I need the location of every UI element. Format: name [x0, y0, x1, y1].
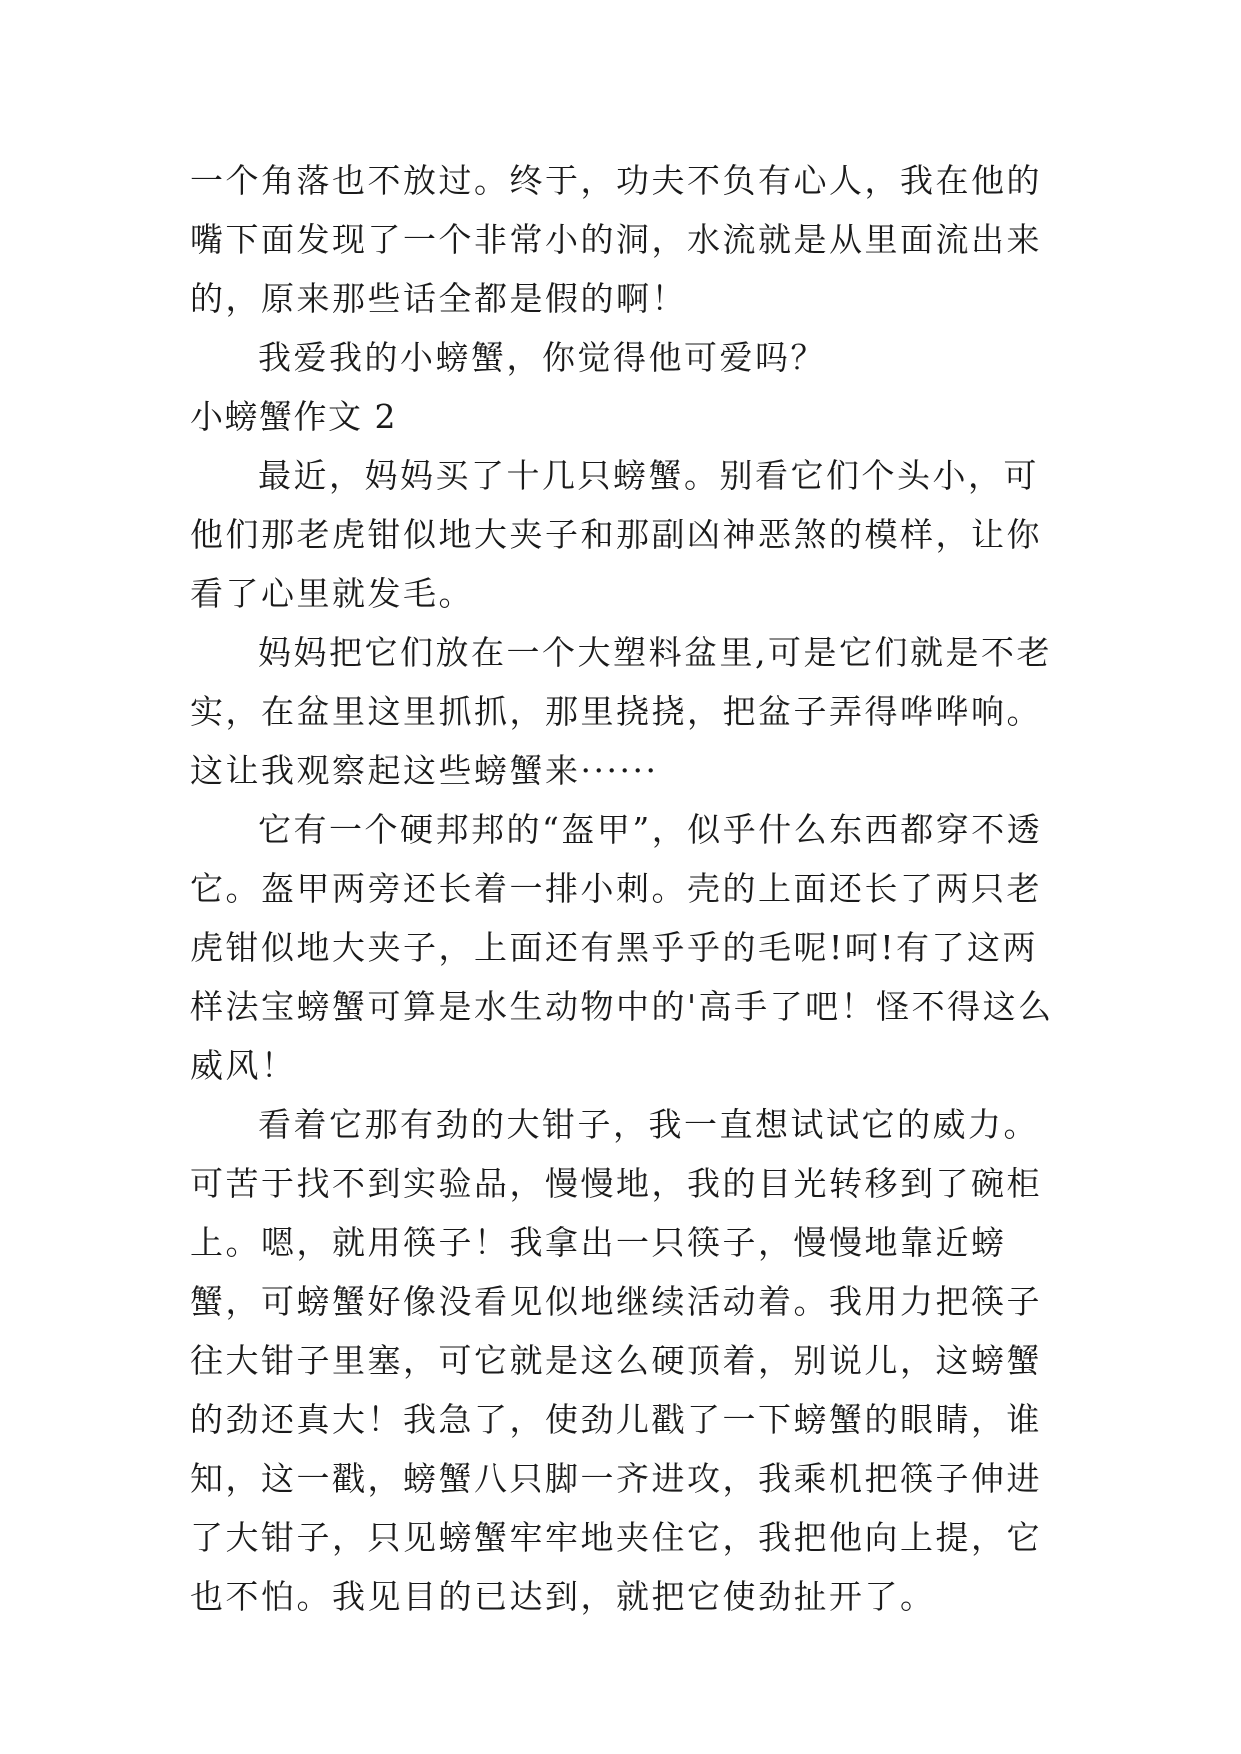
- section-paragraph: 妈妈把它们放在一个大塑料盆里,可是它们就是不老实，在盆里这里抓抓，那里挠挠，把盆子弄得哗哗响。这让我观察起这些螃蟹来······: [190, 633, 1052, 790]
- paragraph-closing: 我爱我的小螃蟹，你觉得他可爱吗？: [258, 338, 826, 377]
- section-paragraph: 看着它那有劲的大钳子，我一直想试试它的威力。可苦于找不到实验品，慢慢地，我的目光转移到了碗柜上。嗯，就用筷子！我拿出一只筷子，慢慢地靠近螃蟹，可螃蟹好像没看见似地继续活动着。我用力把筷子往大钳子里塞，可它就是这么硬顶着，别说儿，这螃蟹的劲还真大！我急了，使劲儿戳了一下螃蟹的眼睛，谁知，这一戳，螃蟹八只脚一齐进攻，我乘机把筷子伸进了大钳子，只见螃蟹牢牢地夹住它，我把他向上提，它也不怕。我见目的已达到，就把它使劲扯开了。: [190, 1105, 1042, 1616]
- paragraph-continued: 一个角落也不放过。终于，功夫不负有心人，我在他的嘴下面发现了一个非常小的洞，水流就是从里面流出来的，原来那些话全都是假的啊！: [190, 161, 1042, 318]
- document-body: [190, 151, 1070, 1626]
- section-paragraph: 最近，妈妈买了十几只螃蟹。别看它们个头小，可他们那老虎钳似地大夹子和那副凶神恶煞的模样，让你看了心里就发毛。: [190, 456, 1042, 613]
- section-title: 小螃蟹作文 2: [190, 397, 397, 436]
- section-paragraph: 它有一个硬邦邦的“盔甲”，似乎什么东西都穿不透它。盔甲两旁还长着一排小刺。壳的上面还长了两只老虎钳似地大夹子，上面还有黑乎乎的毛呢!呵!有了这两样法宝螃蟹可算是水生动物中的'高手了吧！怪不得这么威风！: [190, 810, 1054, 1085]
